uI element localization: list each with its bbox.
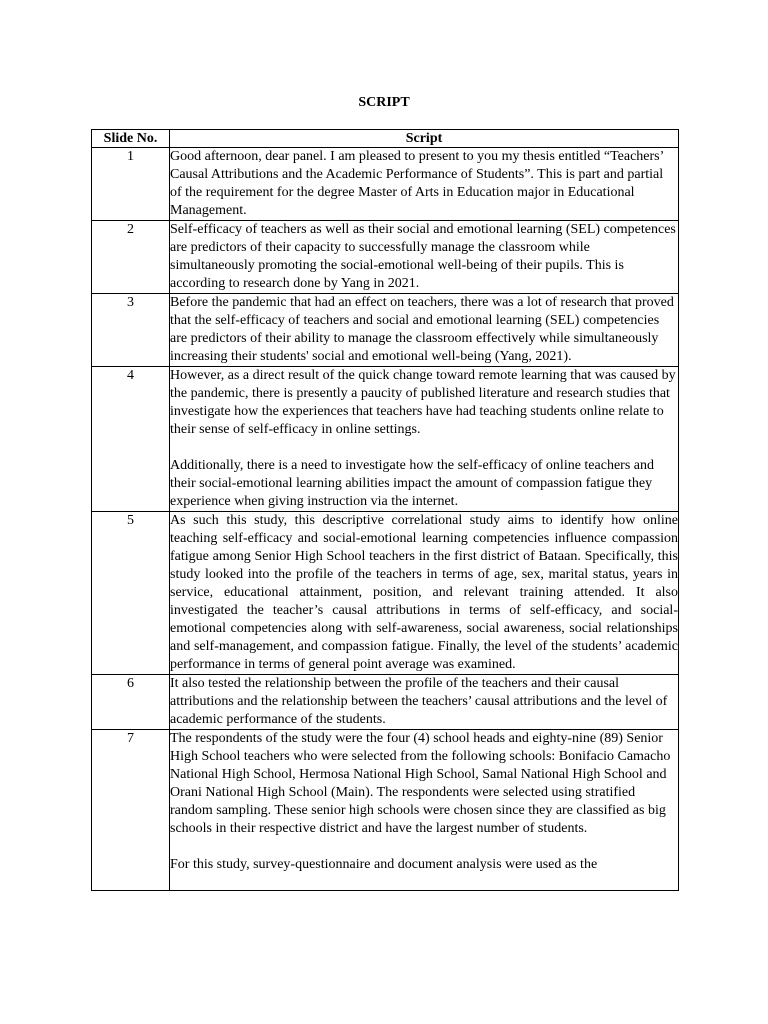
slide-number: 2 bbox=[92, 221, 170, 294]
script-paragraph: However, as a direct result of the quick change toward remote learning that was caused by the pandemic, there is presently a paucity of published literature and research studies that investigate how the experiences that teachers have had teaching students online relate to their sense of self-efficacy in online settings. bbox=[170, 368, 676, 437]
slide-number: 4 bbox=[92, 367, 170, 512]
script-paragraph: Self-efficacy of teachers as well as their social and emotional learning (SEL) competences are predictors of their capacity to successfully manage the classroom while simultaneously promoting the social-emotional well-being of their pupils. This is according to research done by Yang in 2021. bbox=[170, 222, 676, 291]
script-paragraph: As such this study, this descriptive correlational study aims to identify how online teaching self-efficacy and social-emotional learning competencies influence compassion fatigue among Senior High School teachers in the first district of Bataan. Specifically, this study looked into the profile of the teachers in terms of age, sex, marital status, years in service, educational attainment, position, and relevant training attended. It also investigated the teacher’s causal attributions in terms of self-efficacy, and social-emotional competencies along with self-awareness, social awareness, social relationships and self-management, and compassion fatigue. Finally, the level of the students’ academic performance in terms of general point average was examined. bbox=[170, 513, 678, 672]
table-row bbox=[92, 148, 679, 221]
script-cell bbox=[170, 221, 679, 294]
script-cell bbox=[170, 512, 679, 675]
table-header-row bbox=[92, 130, 679, 148]
script-cell bbox=[170, 367, 679, 512]
script-cell bbox=[170, 294, 679, 367]
slide-number: 3 bbox=[92, 294, 170, 367]
slide-number: 6 bbox=[92, 675, 170, 730]
document-title: SCRIPT bbox=[358, 95, 410, 110]
script-paragraph: It also tested the relationship between the profile of the teachers and their causal attributions and the relationship between the teachers’ causal attributions and the level of academic performance of the students. bbox=[170, 676, 668, 727]
table-row bbox=[92, 221, 679, 294]
script-cell bbox=[170, 675, 679, 730]
table-row bbox=[92, 512, 679, 675]
script-paragraph: Additionally, there is a need to investigate how the self-efficacy of online teachers and their social-emotional learning abilities impact the amount of compassion fatigue they experience when giving instruction via the internet. bbox=[170, 458, 654, 509]
script-paragraph: The respondents of the study were the four (4) school heads and eighty-nine (89) Senior High School teachers who were selected from the following schools: Bonifacio Camacho National High School, Hermosa National High School, Samal National High School and Orani National High School (Main). The respondents were selected using stratified random sampling. These senior high schools were chosen since they are classified as big schools in their respective district and have the largest number of students. bbox=[170, 731, 671, 836]
slide-number: 5 bbox=[92, 512, 170, 675]
script-cell bbox=[170, 730, 679, 891]
slide-number: 1 bbox=[92, 148, 170, 221]
slide-number: 7 bbox=[92, 730, 170, 891]
script-paragraph: Good afternoon, dear panel. I am pleased to present to you my thesis entitled “Teachers’ Causal Attributions and the Academic Performance of Students”. This is part and partial of the requirement for the degree Master of Arts in Education major in Educational Management. bbox=[170, 149, 664, 218]
script-header: Script bbox=[170, 130, 679, 148]
table-row bbox=[92, 294, 679, 367]
slide-number-header: Slide No. bbox=[92, 130, 170, 148]
script-cell bbox=[170, 148, 679, 221]
table-row bbox=[92, 675, 679, 730]
script-table bbox=[91, 129, 679, 891]
table-row bbox=[92, 367, 679, 512]
script-paragraph: For this study, survey-questionnaire and document analysis were used as the bbox=[170, 857, 598, 872]
table-row bbox=[92, 730, 679, 891]
script-paragraph: Before the pandemic that had an effect on teachers, there was a lot of research that proved that the self-efficacy of teachers and social and emotional learning (SEL) competencies are predictors of their ability to manage the classroom effectively while simultaneously increasing their students' social and emotional well-being (Yang, 2021). bbox=[170, 295, 674, 364]
